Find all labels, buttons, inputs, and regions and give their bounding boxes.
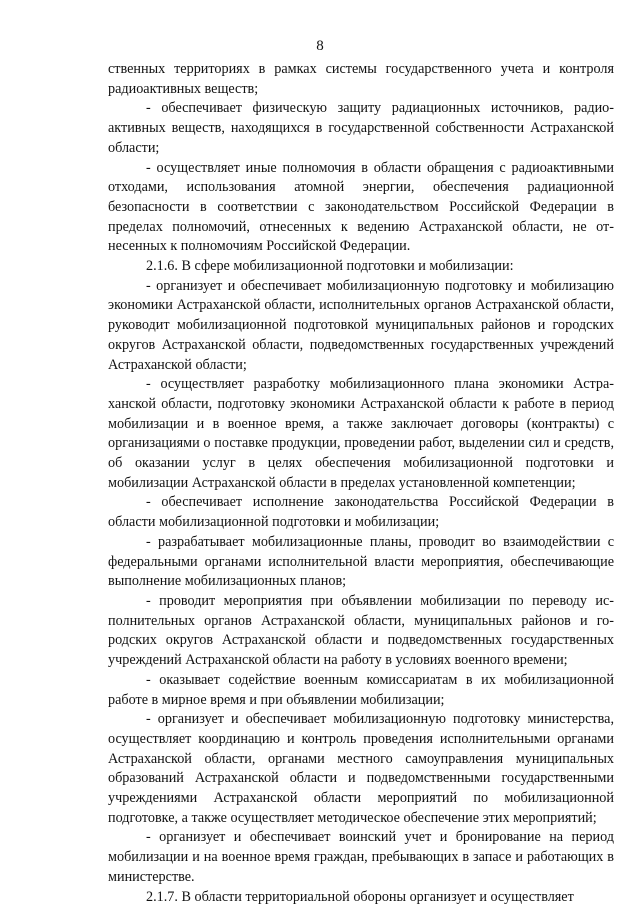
document-body xyxy=(108,60,614,907)
paragraph: - оказывает содействие военным комиссариатам в их мобилизационной работе в мирное время и при объявлении мобилизации; xyxy=(108,671,614,708)
paragraph: - осуществляет разработку мобилизационного плана экономики Астраханской области, подготовку экономики Астраханской области к работе в период мобилизации и в военное время, а также заключает договоры (контракты) с организациями о поставке продукции, проведении работ, выделении сил и средств, об оказании услуг в целях обеспечения мобилизационной подготовки и мобилизации Астраханской области в пределах установленной компетенции; xyxy=(108,376,614,491)
paragraph: - разрабатывает мобилизационные планы, проводит во взаимодействии с федеральными органами исполнительной власти мероприятия, обеспечивающие выполнение мобилизационных планов; xyxy=(108,533,614,590)
paragraph: 2.1.7. В области территориальной обороны организует и осуществляет xyxy=(146,888,574,905)
paragraph: - организует и обеспечивает мобилизационную подготовку и мобилизацию экономики Астраханской области, исполнительных органов Астраханской области, руководит мобилизационной подготовкой муниципальных районов и городских округов Астраханской области, подведомственных государственных учреждений Астраханской области; xyxy=(108,277,614,373)
paragraph: - организует и обеспечивает воинский учет и бронирование на период мобилизации и на военное время граждан, пребывающих в запасе и работающих в министерстве. xyxy=(108,829,614,885)
paragraph: 2.1.6. В сфере мобилизационной подготовки и мобилизации: xyxy=(146,258,514,275)
paragraph: - проводит мероприятия при объявлении мобилизации по переводу исполнительных органов Астраханской области, муниципальных районов и городских округов Астраханской области и подведомственных государственных учреждений Астраханской области на работу в условиях военного времени; xyxy=(108,592,614,669)
paragraph: - обеспечивает физическую защиту радиационных источников, радиоактивных веществ, находящихся в государственной собственности Астраханской области; xyxy=(108,100,614,156)
page-number: 8 xyxy=(316,38,324,54)
paragraph: - обеспечивает исполнение законодательства Российской Федерации в области мобилизационной подготовки и мобилизации; xyxy=(108,494,614,531)
paragraph: - осуществляет иные полномочия в области обращения с радиоактивными отходами, использования атомной энергии, обеспечения радиационной безопасности в соответствии с законодательством Российской Федерации в пределах полномочий, отнесенных к ведению Астраханской области, не отнесенных к полномочиям Российской Федерации. xyxy=(108,159,614,255)
paragraph: ственных территориях в рамках системы государственного учета и контроля радиоактивных веществ; xyxy=(108,61,614,97)
paragraph: - организует и обеспечивает мобилизационную подготовку министерства, осуществляет координацию и контроль проведения исполнительными органами Астраханской области, органами местного самоуправления муниципальных образований Астраханской области и подведомственными государственными учреждениями Астраханской области мероприятий по мобилизационной подготовке, а также осуществляет методическое обеспечение этих мероприятий; xyxy=(108,711,614,826)
